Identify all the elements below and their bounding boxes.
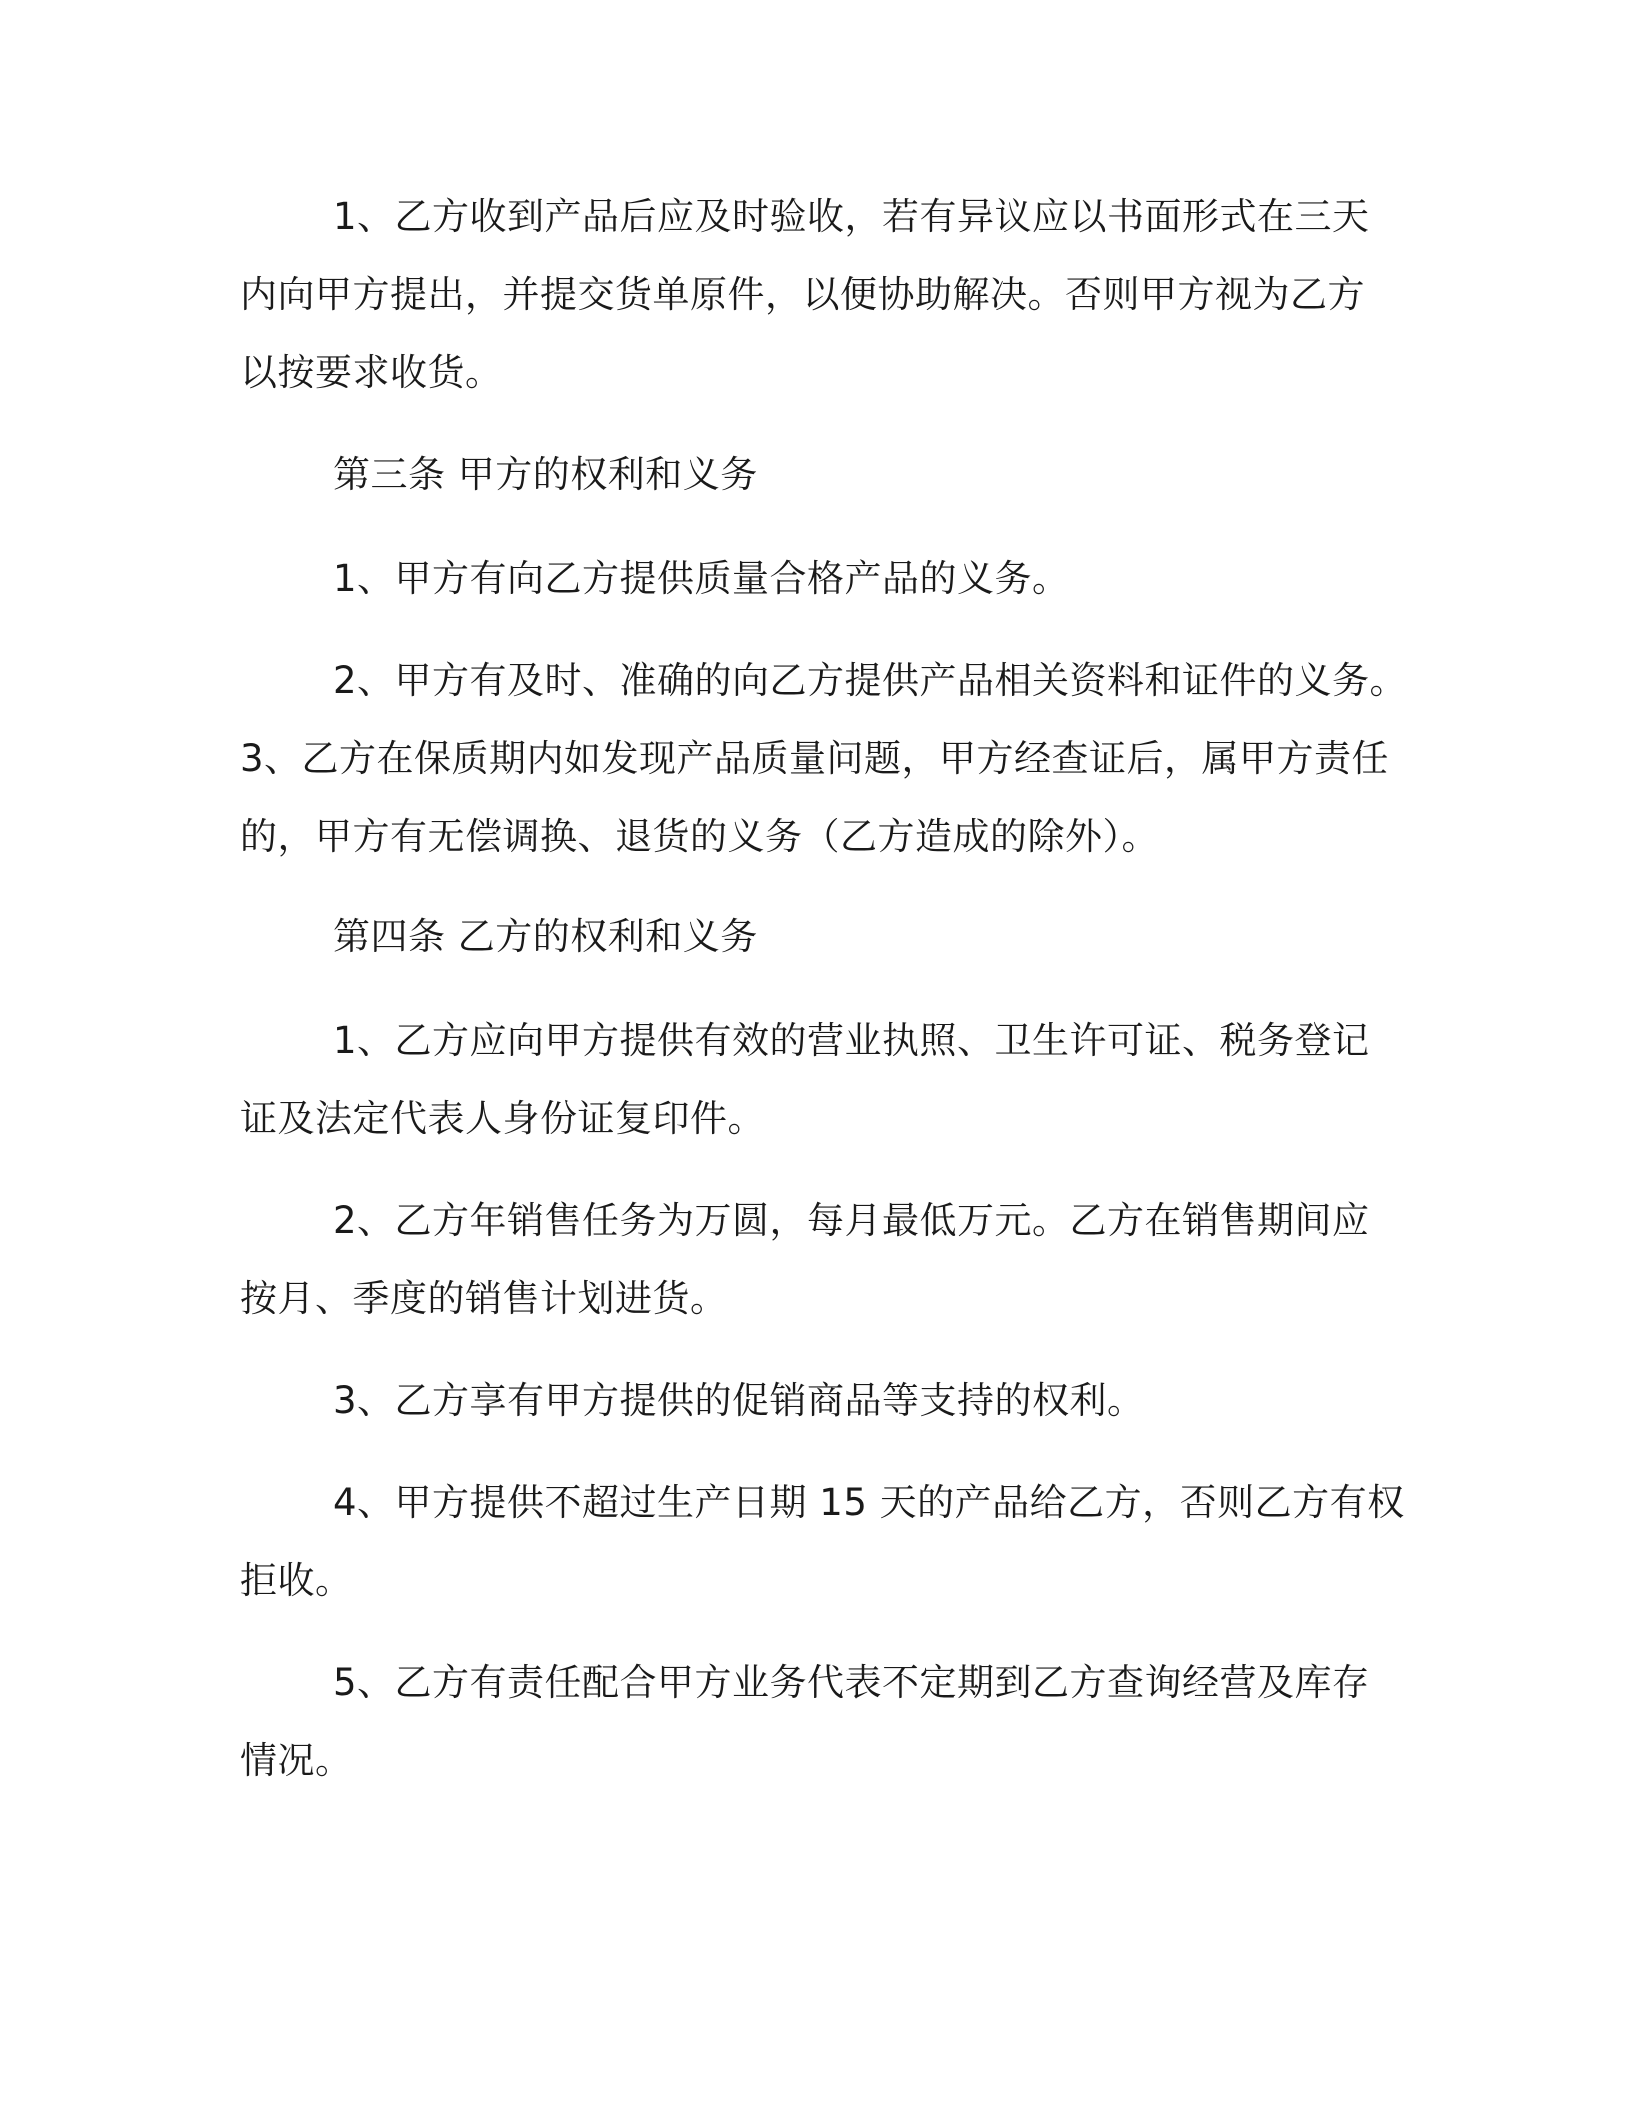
para-1-line-1: 1、乙方收到产品后应及时验收，若有异议应以书面形式在三天 xyxy=(333,195,1370,238)
para-3-1: 1、甲方有向乙方提供质量合格产品的义务。 xyxy=(333,557,1070,600)
para-3-3-line-1: 3、乙方在保质期内如发现产品质量问题，甲方经查证后，属甲方责任 xyxy=(240,737,1390,780)
para-4-5-line-1: 5、乙方有责任配合甲方业务代表不定期到乙方查询经营及库存 xyxy=(333,1661,1370,1704)
para-4-5-line-2: 情况。 xyxy=(240,1739,353,1782)
para-1-line-2: 内向甲方提出，并提交货单原件，以便协助解决。否则甲方视为乙方 xyxy=(240,273,1365,316)
para-4-1-line-1: 1、乙方应向甲方提供有效的营业执照、卫生许可证、税务登记 xyxy=(333,1019,1370,1062)
para-3-3-line-2: 的，甲方有无偿调换、退货的义务（乙方造成的除外）。 xyxy=(240,815,1159,858)
para-3-2: 2、甲方有及时、准确的向乙方提供产品相关资料和证件的义务。 xyxy=(333,659,1408,702)
para-1-line-3: 以按要求收货。 xyxy=(240,351,503,394)
para-4-1-line-2: 证及法定代表人身份证复印件。 xyxy=(240,1097,765,1140)
para-4-3: 3、乙方享有甲方提供的促销商品等支持的权利。 xyxy=(333,1379,1145,1422)
para-4-2-line-2: 按月、季度的销售计划进货。 xyxy=(240,1277,728,1320)
para-4-2-line-1: 2、乙方年销售任务为万圆，每月最低万元。乙方在销售期间应 xyxy=(333,1199,1370,1242)
section-heading-4: 第四条 乙方的权利和义务 xyxy=(333,915,758,958)
para-4-4-line-1: 4、甲方提供不超过生产日期 15 天的产品给乙方，否则乙方有权 xyxy=(333,1481,1405,1524)
para-4-4-line-2: 拒收。 xyxy=(240,1559,353,1602)
section-heading-3: 第三条 甲方的权利和义务 xyxy=(333,453,758,496)
